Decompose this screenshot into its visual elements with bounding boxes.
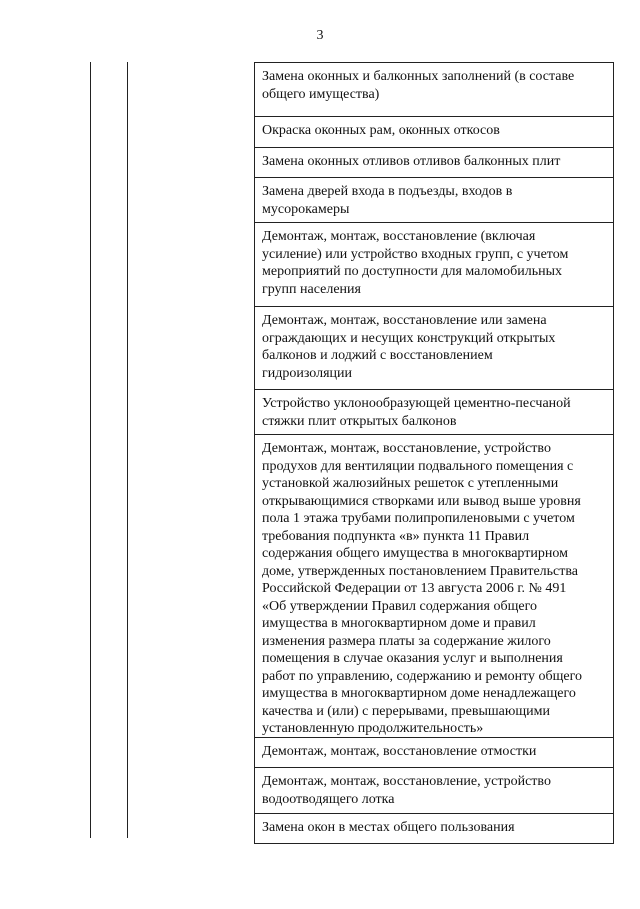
table-row	[255, 148, 613, 178]
table-row	[255, 768, 613, 814]
table-cell-text-line: изменения размера платы за содержание жилого	[262, 633, 551, 649]
table-cell-text-line: пола 1 этажа трубами полипропиленовыми с учетом	[262, 511, 575, 526]
table-cell-text-line: мусорокамеры	[262, 201, 350, 217]
table-cell-text-line: Замена оконных и балконных заполнений (в составе	[262, 69, 575, 84]
table-row	[255, 117, 613, 148]
table-cell-text-line: помещения в случае оказания услуг и выполнения	[262, 651, 563, 666]
table-cell-text-line: общего имущества)	[262, 86, 380, 102]
table-row	[255, 738, 613, 768]
table-cell-text-line: «Об утверждении Правил содержания общего	[262, 598, 537, 614]
table-cell-text-line: открывающимися створками или вывод выше уровня	[262, 493, 581, 509]
table-cell-text-line: гидроизоляции	[262, 365, 353, 381]
table-cell-text-line: работ по управлению, содержанию и ремонту общего	[262, 668, 583, 684]
table-cell-text-line: Замена дверей входа в подъезды, входов в	[262, 184, 513, 199]
table-cell-text-line: мероприятий по доступности для маломобильных	[262, 264, 562, 279]
table-cell-text-line: Демонтаж, монтаж, восстановление (включая	[262, 229, 536, 244]
table-row	[255, 223, 613, 307]
table-cell-text-line: Демонтаж, монтаж, восстановление или замена	[262, 313, 547, 328]
table-row	[255, 435, 613, 738]
table-cell-text-line: качества и (или) с перерывами, превышающими	[262, 703, 550, 719]
table-border-left	[90, 62, 91, 838]
works-table	[254, 62, 614, 844]
table-row	[255, 307, 613, 390]
table-cell-text-line: требования подпункта «в» пункта 11 Правил	[262, 528, 530, 544]
table-cell-text-line: установкой жалюзийных решеток с утепленными	[262, 476, 559, 491]
table-cell-text-line: Демонтаж, монтаж, восстановление отмостки	[262, 744, 537, 759]
table-cell-text-line: Демонтаж, монтаж, восстановление, устройство	[262, 441, 551, 456]
table-cell-text-line: групп населения	[262, 281, 361, 297]
table-cell-text-line: Замена окон в местах общего пользования	[262, 820, 515, 835]
table-cell-text-line: стяжки плит открытых балконов	[262, 413, 457, 429]
table-cell-text-line: Устройство уклонообразующей цементно-песчаной	[262, 396, 571, 411]
table-cell-text-line: Окраска оконных рам, оконных откосов	[262, 123, 500, 138]
table-cell-text-line: Демонтаж, монтаж, восстановление, устройство	[262, 774, 551, 789]
table-cell-text-line: ограждающих и несущих конструкций открытых	[262, 330, 556, 346]
table-cell-text-line: балконов и лоджий с восстановлением	[262, 348, 493, 363]
table-row	[255, 178, 613, 223]
page-number: 3	[316, 28, 324, 43]
table-row	[255, 63, 613, 117]
table-cell-text-line: установленную продолжительность»	[262, 721, 484, 736]
table-cell-text-line: Замена оконных отливов отливов балконных плит	[262, 154, 561, 169]
table-cell-text-line: имущества в многоквартирном доме и правил	[262, 616, 536, 631]
table-cell-text-line: Российской Федерации от 13 августа 2006 г. № 491	[262, 581, 567, 596]
table-cell-text-line: доме, утвержденных постановлением Правительства	[262, 563, 579, 579]
table-cell-text-line: имущества в многоквартирном доме ненадлежащего	[262, 686, 576, 701]
table-cell-text-line: водоотводящего лотка	[262, 791, 395, 807]
table-row	[255, 390, 613, 435]
table-column-divider	[127, 62, 128, 838]
table-cell-text-line: продухов для вентиляции подвального помещения с	[262, 458, 574, 474]
table-cell-text-line: усиление) или устройство входных групп, с учетом	[262, 246, 569, 262]
table-row	[255, 814, 613, 844]
table-cell-text-line: содержания общего имущества в многоквартирном	[262, 546, 568, 561]
